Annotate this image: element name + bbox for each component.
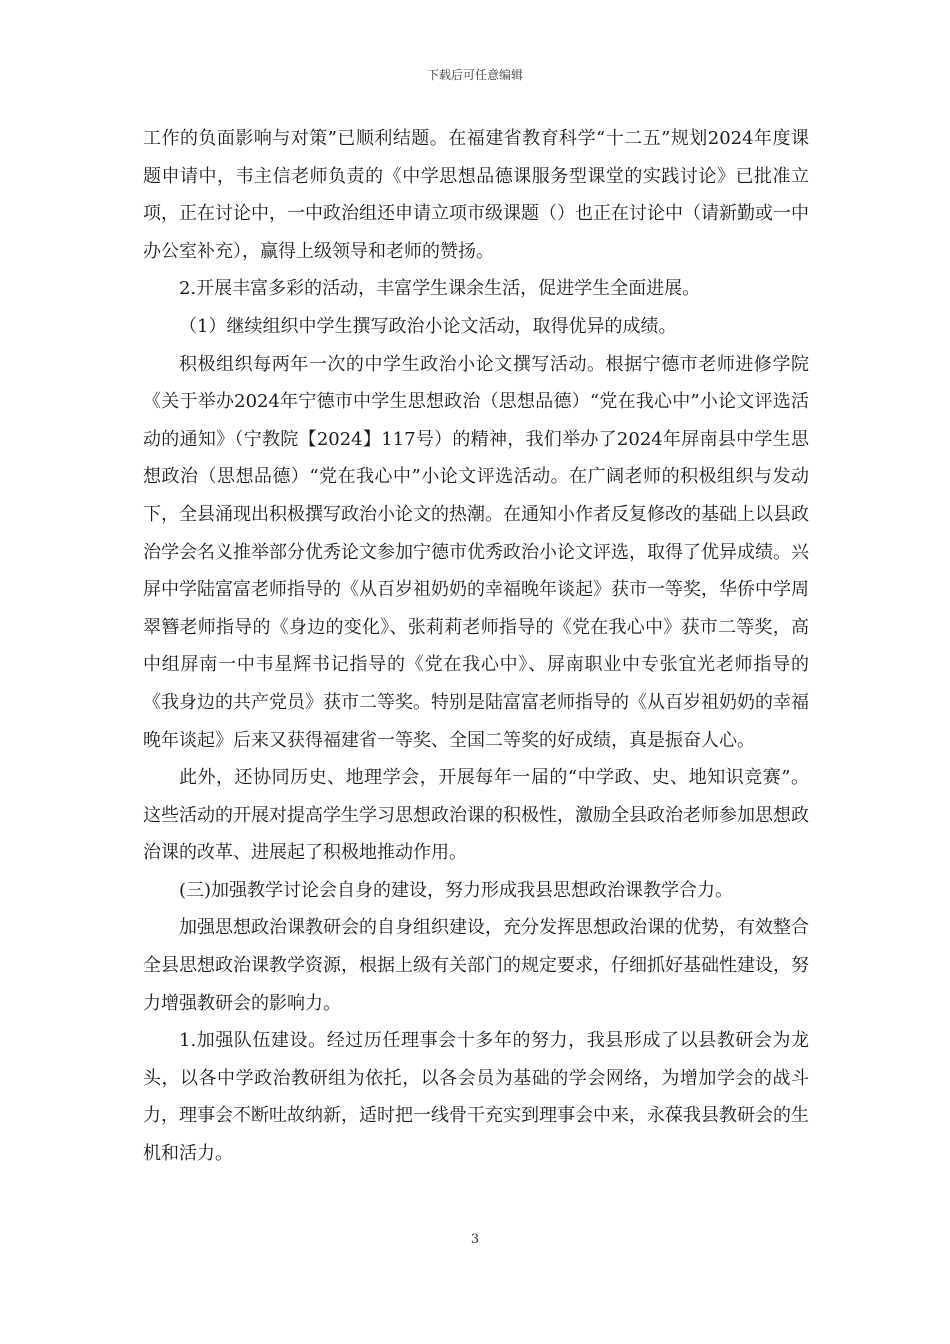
paragraph-6: (三)加强教学讨论会自身的建设，努力形成我县思想政治课教学合力。: [179, 879, 734, 901]
paragraph-5: 此外，还协同历史、地理学会，开展每年一届的“中学政、史、地知识竞赛”。这些活动的开展对提高学生学习思想政治课的积极性，激励全县政治老师参加思想政治课的改革、进展起了积极地推动作用。: [143, 767, 809, 864]
paragraph-1: 工作的负面影响与对策”已顺利结题。在福建省教育科学“十二五”规划2024年度课题申请中，韦主信老师负责的《中学思想品德课服务型课堂的实践讨论》已批准立项，正在讨论中，一中政治组还申请立项市级课题（）也正在讨论中（请新勤或一中办公室补充），赢得上级领导和老师的赞扬。: [143, 128, 809, 262]
paragraph-2: 2.开展丰富多彩的活动，丰富学生课余生活，促进学生全面进展。: [179, 278, 701, 300]
paragraph-4: 积极组织每两年一次的中学生政治小论文撰写活动。根据宁德市老师进修学院《关于举办2024年宁德市中学生思想政治（思想品德）“党在我心中”小论文评选活动的通知》（宁教院【2024】117号）的精神，我们举办了2024年屏南县中学生思想政治（思想品德）“党在我心中”小论文评选活动。在广阔老师的积极组织与发动下，全县涌现出积极撰写政治小论文的热潮。在通知小作者反复修改的基础上以县政治学会名义推举部分优秀论文参加宁德市优秀政治小论文评选，取得了优异成绩。兴屏中学陆富富老师指导的《从百岁祖奶奶的幸福晚年谈起》获市一等奖，华侨中学周翠簪老师指导的《身边的变化》、张莉莉老师指导的《党在我心中》获市二等奖，高中组屏南一中韦星辉书记指导的《党在我心中》、屏南职业中专张宜光老师指导的《我身边的共产党员》获市二等奖。特别是陆富富老师指导的《从百岁祖奶奶的幸福晚年谈起》后来又获得福建省一等奖、全国二等奖的好成绩，真是振奋人心。: [143, 353, 809, 751]
page-number: 3: [470, 1232, 480, 1247]
paragraph-8: 1.加强队伍建设。经过历任理事会十多年的努力，我县形成了以县教研会为龙头，以各中学政治教研组为依托，以各会员为基础的学会网络，为增加学会的战斗力，理事会不断吐故纳新，适时把一线骨干充实到理事会中来，永葆我县教研会的生机和活力。: [143, 1030, 809, 1165]
paragraph-3: （1）继续组织中学生撰写政治小论文活动，取得优异的成绩。: [179, 315, 677, 337]
document-body: [143, 120, 809, 1173]
paragraph-7: 加强思想政治课教研会的自身组织建设，充分发挥思想政治课的优势，有效整合全县思想政治课教学资源，根据上级有关部门的规定要求，仔细抓好基础性建设，努力增强教研会的影响力。: [143, 917, 809, 1014]
page-header: 下载后可任意编辑: [426, 68, 523, 82]
